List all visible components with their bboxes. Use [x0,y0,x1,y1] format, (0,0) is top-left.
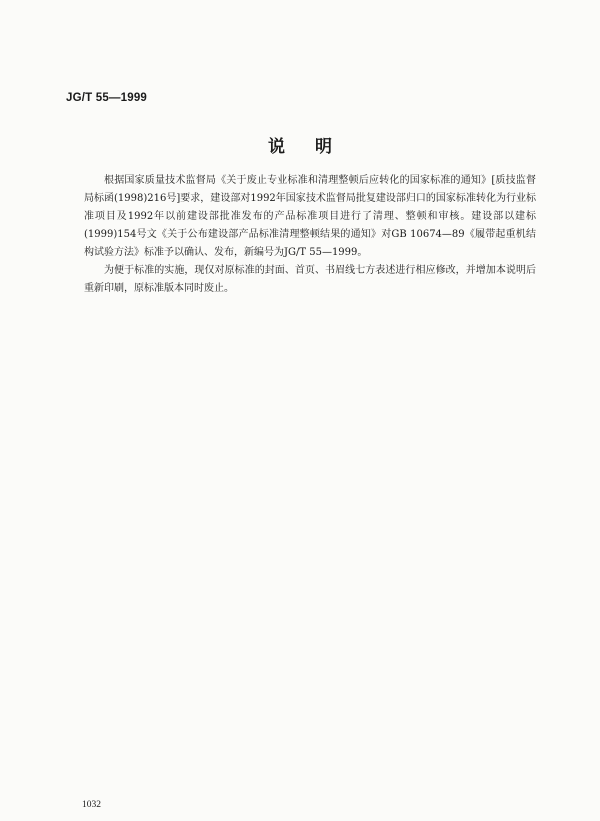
standard-number: JG/T 55—1999 [66,92,148,104]
body-text [84,172,536,298]
paragraph-2: 为便于标准的实施，现仅对原标准的封面、首页、书眉线七方表述进行相应修改，并增加本说明后重新印刷，原标准版本同时废止。 [84,265,536,294]
page-title: 说明 [268,137,362,157]
page-number: 1032 [82,800,101,810]
paragraph-1: 根据国家质量技术监督局《关于废止专业标准和清理整顿后应转化的国家标准的通知》[质技监督局标函(1998)216号]要求，建设部对1992年国家技术监督局批复建设部归口的国家标准转化为行业标准项目及1992年以前建设部批准发布的产品标准项目进行了清理、整顿和审核。建设部以建标(1999)154号文《关于公布建设部产品标准清理整顿结果的通知》对GB 10674—89《履带起重机结构试验方法》标准予以确认、发布，新编号为JG/T 55—1999。 [84,175,536,258]
